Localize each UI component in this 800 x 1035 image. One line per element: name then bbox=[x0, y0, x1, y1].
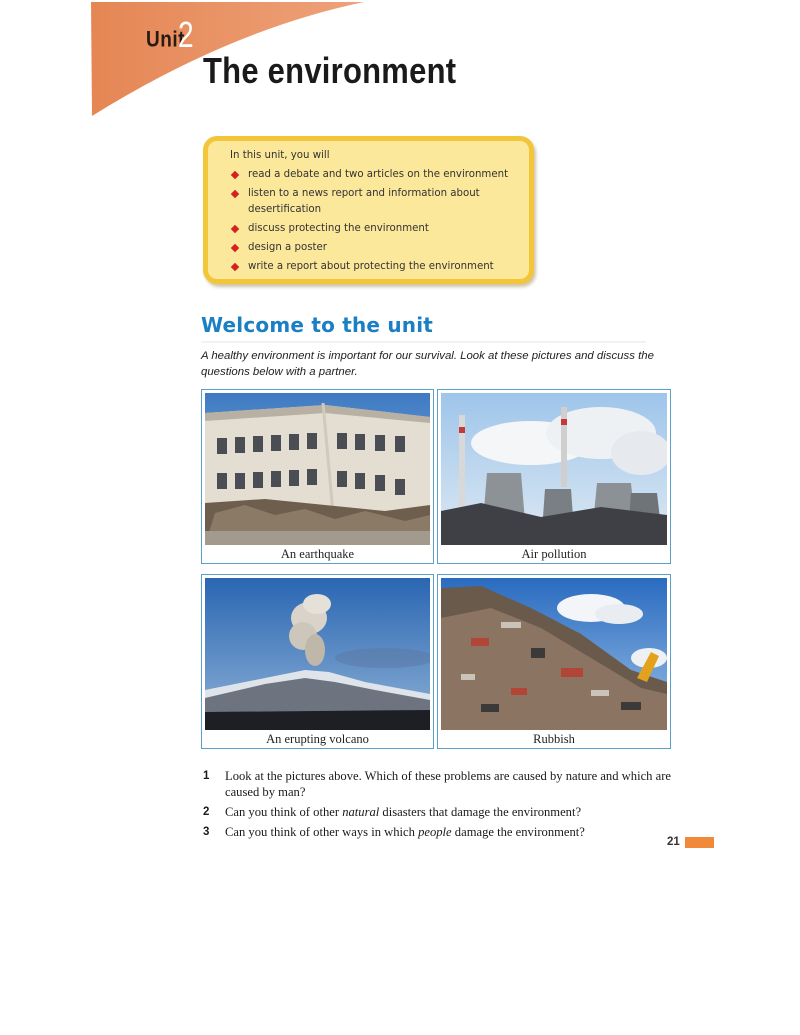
objectives-list bbox=[230, 167, 519, 275]
discussion-questions bbox=[203, 768, 673, 844]
question-text: Look at the pictures above. Which of these problems are caused by nature and which are caused by man? bbox=[225, 769, 671, 799]
question-item: 2 Can you think of other natural disasters that damage the environment? bbox=[203, 805, 582, 819]
section-intro: A healthy environment is important for our survival. Look at these pictures and discuss the questions below with a partner. bbox=[201, 350, 654, 378]
diamond-bullet-icon bbox=[231, 190, 239, 198]
objectives-box bbox=[203, 136, 534, 284]
diamond-bullet-icon bbox=[231, 225, 239, 233]
picture-card-rubbish bbox=[437, 574, 671, 749]
picture-card-earthquake bbox=[201, 389, 434, 564]
section-heading: Welcome to the unit bbox=[201, 313, 434, 337]
diamond-bullet-icon bbox=[231, 244, 239, 252]
question-item: 3 Can you think of other ways in which people damage the environment? bbox=[203, 825, 585, 839]
objective-item: listen to a news report and information about desertification bbox=[230, 186, 519, 218]
picture-caption: An earthquake bbox=[280, 547, 355, 561]
page-number: 21 bbox=[667, 836, 680, 848]
picture-caption: An erupting volcano bbox=[266, 732, 369, 746]
objectives-intro: In this unit, you will bbox=[230, 150, 330, 161]
objective-item: discuss protecting the environment bbox=[230, 221, 519, 237]
scrap-heap-photo bbox=[441, 578, 667, 730]
page-tab-marker bbox=[685, 837, 714, 848]
question-number: 2 bbox=[203, 806, 210, 818]
volcano-photo bbox=[205, 578, 430, 730]
picture-caption: Rubbish bbox=[533, 732, 575, 746]
question-number: 1 bbox=[203, 770, 210, 782]
picture-card-air-pollution bbox=[437, 389, 671, 564]
objective-item: write a report about protecting the environment bbox=[230, 259, 519, 275]
heading-underline bbox=[201, 341, 646, 343]
unit-label: Unit bbox=[146, 28, 185, 53]
factory-smoke-photo bbox=[441, 393, 667, 545]
objective-item: read a debate and two articles on the environment bbox=[230, 167, 519, 183]
picture-caption: Air pollution bbox=[521, 547, 587, 561]
diamond-bullet-icon bbox=[231, 263, 239, 271]
unit-number: 2 bbox=[178, 14, 194, 55]
collapsed-building-photo bbox=[205, 393, 430, 545]
objective-item: design a poster bbox=[230, 240, 519, 256]
page-title: The environment bbox=[203, 50, 457, 91]
question-number: 3 bbox=[203, 826, 210, 838]
picture-card-volcano bbox=[201, 574, 434, 749]
diamond-bullet-icon bbox=[231, 171, 239, 179]
question-item bbox=[203, 768, 673, 800]
